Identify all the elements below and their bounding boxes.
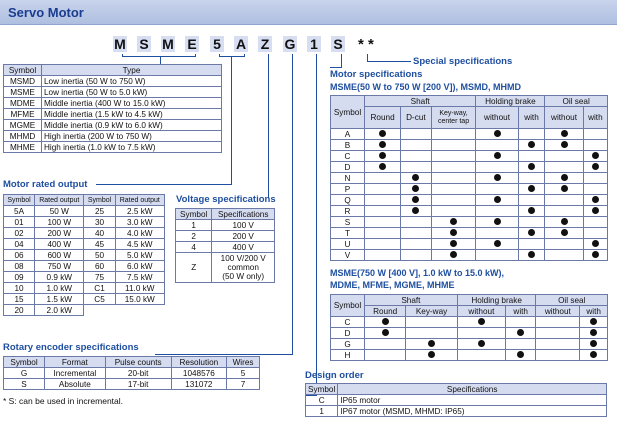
spec-cell	[583, 162, 607, 173]
bullet-icon	[592, 251, 599, 258]
spec-cell	[580, 350, 608, 361]
rated-output-table	[3, 194, 165, 316]
bullet-icon	[450, 251, 457, 258]
table-row	[331, 184, 608, 195]
bullet-icon	[528, 141, 535, 148]
col-header: Symbol	[331, 295, 365, 317]
spec-cell	[476, 217, 518, 228]
bullet-icon	[561, 130, 568, 137]
spec-cell	[518, 250, 545, 261]
bullet-icon	[528, 251, 535, 258]
page-title: Servo Motor	[8, 5, 84, 20]
table-row: 1 100 V	[176, 220, 275, 231]
table-row	[331, 206, 608, 217]
table-row	[331, 162, 608, 173]
col-header: Symbol	[176, 209, 212, 220]
spec-cell	[536, 339, 580, 350]
spec-cell	[518, 195, 545, 206]
spec-cell	[545, 184, 583, 195]
table-row	[331, 339, 608, 350]
design-order-title: Design order	[305, 370, 364, 381]
spec-cell	[518, 129, 545, 140]
spec-cell	[545, 206, 583, 217]
spec-cell	[545, 217, 583, 228]
connector-line	[268, 54, 269, 198]
spec-cell	[431, 228, 476, 239]
row-symbol: Q	[331, 195, 365, 206]
spec-cell	[536, 328, 580, 339]
spec-cell	[401, 195, 431, 206]
spec-cell	[476, 173, 518, 184]
motor-spec-subtitle: MSME(50 W to 750 W [200 V]), MSMD, MHMD	[330, 82, 522, 92]
col-header: Oil seal	[545, 96, 608, 107]
spec-cell	[365, 328, 406, 339]
spec-cell	[431, 239, 476, 250]
table-row: 06 600 W 50 5.0 kW	[4, 250, 165, 261]
spec-cell	[545, 173, 583, 184]
spec-cell	[476, 195, 518, 206]
row-symbol: R	[331, 206, 365, 217]
encoder-title: Rotary encoder specifications	[3, 342, 139, 353]
bullet-icon	[412, 185, 419, 192]
table-row	[331, 350, 608, 361]
bullet-icon	[592, 163, 599, 170]
code-char: S	[137, 36, 151, 52]
code-char: S	[331, 36, 345, 52]
spec-cell	[365, 140, 401, 151]
spec-cell	[406, 350, 458, 361]
table-row: S Absolute 17-bit 131072 7	[4, 379, 260, 390]
spec-cell	[518, 140, 545, 151]
table-row	[331, 129, 608, 140]
bullet-icon	[478, 340, 485, 347]
bullet-icon	[590, 340, 597, 347]
connector-line	[155, 354, 293, 355]
connector-line	[330, 67, 342, 68]
bullet-icon	[428, 340, 435, 347]
motor-spec-subtitle-2b: MDME, MFME, MGME, MHME	[330, 280, 455, 290]
bullet-icon	[494, 130, 501, 137]
rated-output-title: Motor rated output	[3, 179, 88, 190]
bullet-icon	[379, 130, 386, 137]
col-header: Resolution	[171, 357, 226, 368]
bullet-icon	[494, 174, 501, 181]
col-header: without	[536, 306, 580, 317]
bullet-icon	[517, 351, 524, 358]
col-header: with	[583, 107, 607, 129]
bullet-icon	[494, 152, 501, 159]
encoder-footnote: * S: can be used in incremental.	[3, 396, 124, 406]
col-header: Symbol	[306, 384, 338, 395]
spec-cell	[457, 328, 505, 339]
spec-cell	[431, 173, 476, 184]
code-char: E	[185, 36, 199, 52]
spec-cell	[518, 162, 545, 173]
spec-cell	[545, 140, 583, 151]
table-row: C IP65 motor	[306, 395, 607, 406]
table-row: 09 0.9 kW 75 7.5 kW	[4, 272, 165, 283]
spec-cell	[365, 317, 406, 328]
col-header: with	[580, 306, 608, 317]
motor-spec-subtitle-2a: MSME(750 W [400 V], 1.0 kW to 15.0 kW),	[330, 268, 505, 278]
bullet-icon	[494, 218, 501, 225]
col-header: Shaft	[365, 295, 458, 306]
row-symbol: H	[331, 350, 365, 361]
table-row	[331, 140, 608, 151]
spec-cell	[365, 228, 401, 239]
table-row: 5A 50 W 25 2.5 kW	[4, 206, 165, 217]
design-order-table	[305, 383, 607, 417]
code-char: M	[162, 36, 174, 52]
col-header: Round	[365, 306, 406, 317]
row-symbol: G	[331, 339, 365, 350]
spec-cell	[545, 151, 583, 162]
spec-cell	[518, 206, 545, 217]
bullet-icon	[590, 329, 597, 336]
motor-spec-table-1	[330, 95, 608, 261]
spec-cell	[401, 140, 431, 151]
table-row: Z 100 V/200 V common (50 W only)	[176, 253, 275, 283]
spec-cell	[505, 328, 535, 339]
table-row: 02 200 W 40 4.0 kW	[4, 228, 165, 239]
connector-line	[316, 54, 317, 396]
spec-cell	[580, 317, 608, 328]
col-header: Pulse counts	[105, 357, 171, 368]
spec-cell	[406, 339, 458, 350]
bullet-icon	[528, 207, 535, 214]
bullet-icon	[561, 229, 568, 236]
spec-cell	[583, 151, 607, 162]
spec-cell	[365, 162, 401, 173]
bullet-icon	[561, 218, 568, 225]
spec-cell	[431, 250, 476, 261]
bullet-icon	[412, 196, 419, 203]
bullet-icon	[412, 174, 419, 181]
code-char: Z	[258, 36, 272, 52]
spec-cell	[406, 317, 458, 328]
table-row	[331, 195, 608, 206]
connector-line	[341, 54, 342, 68]
voltage-title: Voltage specifications	[176, 194, 276, 205]
spec-cell	[536, 350, 580, 361]
spec-cell	[545, 239, 583, 250]
spec-cell	[401, 250, 431, 261]
bullet-icon	[592, 196, 599, 203]
connector-line	[122, 56, 196, 57]
spec-cell	[365, 195, 401, 206]
spec-cell	[457, 350, 505, 361]
row-symbol: A	[331, 129, 365, 140]
connector-line	[160, 56, 161, 64]
spec-cell	[476, 206, 518, 217]
bullet-icon	[528, 185, 535, 192]
connector-line	[292, 54, 293, 355]
col-header: Symbol	[4, 357, 45, 368]
table-row: MSMD Low inertia (50 W to 750 W)	[4, 76, 222, 87]
col-header: Symbol	[84, 195, 115, 206]
code-char: A	[235, 36, 247, 52]
spec-cell	[401, 184, 431, 195]
bullet-icon	[592, 240, 599, 247]
spec-cell	[431, 129, 476, 140]
bullet-icon	[494, 196, 501, 203]
bullet-icon	[590, 351, 597, 358]
row-symbol: N	[331, 173, 365, 184]
spec-cell	[401, 173, 431, 184]
spec-cell	[583, 250, 607, 261]
title-bar	[0, 0, 617, 25]
col-header: Specifications	[212, 209, 275, 220]
spec-cell	[545, 195, 583, 206]
spec-cell	[545, 162, 583, 173]
spec-cell	[401, 129, 431, 140]
bullet-icon	[428, 351, 435, 358]
spec-cell	[431, 217, 476, 228]
code-char: 5	[210, 36, 224, 52]
row-symbol: S	[331, 217, 365, 228]
spec-cell	[518, 217, 545, 228]
spec-cell	[583, 217, 607, 228]
col-header: Rated output	[115, 195, 164, 206]
row-symbol: B	[331, 140, 365, 151]
bullet-icon	[382, 318, 389, 325]
code-char: M	[114, 36, 126, 52]
spec-cell	[476, 184, 518, 195]
spec-cell	[545, 250, 583, 261]
spec-cell	[457, 317, 505, 328]
spec-cell	[401, 162, 431, 173]
connector-line	[367, 61, 411, 62]
bullet-icon	[592, 152, 599, 159]
spec-cell	[505, 350, 535, 361]
bullet-icon	[561, 141, 568, 148]
table-row: MGME Middle inertia (0.9 kW to 6.0 kW)	[4, 120, 222, 131]
spec-cell	[580, 339, 608, 350]
bullet-icon	[528, 163, 535, 170]
spec-cell	[583, 129, 607, 140]
col-header: Holding brake	[476, 96, 545, 107]
table-row	[331, 239, 608, 250]
spec-cell	[476, 250, 518, 261]
spec-cell	[365, 184, 401, 195]
row-symbol: V	[331, 250, 365, 261]
spec-cell	[365, 173, 401, 184]
table-row	[331, 228, 608, 239]
row-symbol: D	[331, 328, 365, 339]
table-row: 2 200 V	[176, 231, 275, 242]
spec-cell	[401, 239, 431, 250]
spec-cell	[365, 239, 401, 250]
table-row: 01 100 W 30 3.0 kW	[4, 217, 165, 228]
spec-cell	[401, 151, 431, 162]
bullet-icon	[561, 174, 568, 181]
bullet-icon	[412, 207, 419, 214]
table-row: MDME Middle inertia (400 W to 15.0 kW)	[4, 98, 222, 109]
row-symbol: P	[331, 184, 365, 195]
table-row: 08 750 W 60 6.0 kW	[4, 261, 165, 272]
table-row: MFME Middle inertia (1.5 kW to 4.5 kW)	[4, 109, 222, 120]
spec-cell	[365, 250, 401, 261]
col-header: with	[505, 306, 535, 317]
table-row: 04 400 W 45 4.5 kW	[4, 239, 165, 250]
bullet-icon	[592, 207, 599, 214]
spec-cell	[431, 195, 476, 206]
table-row: MHMD High inertia (200 W to 750 W)	[4, 131, 222, 142]
spec-cell	[545, 129, 583, 140]
col-header: Specifications	[338, 384, 607, 395]
spec-cell	[365, 217, 401, 228]
bullet-icon	[561, 185, 568, 192]
motor-spec-table-2	[330, 294, 608, 361]
spec-cell	[401, 217, 431, 228]
spec-cell	[365, 339, 406, 350]
table-row: 4 400 V	[176, 242, 275, 253]
col-header: Shaft	[365, 96, 476, 107]
spec-cell	[401, 228, 431, 239]
spec-cell	[536, 317, 580, 328]
symbol-type-table	[3, 64, 222, 153]
col-header: Key-way	[406, 306, 458, 317]
encoder-table	[3, 356, 260, 390]
bullet-icon	[528, 229, 535, 236]
code-char: 1	[307, 36, 321, 52]
table-row: 10 1.0 kW C1 11.0 kW	[4, 283, 165, 294]
spec-cell	[505, 317, 535, 328]
table-row	[331, 328, 608, 339]
table-row	[331, 317, 608, 328]
bullet-icon	[450, 229, 457, 236]
table-row	[331, 250, 608, 261]
spec-cell	[518, 173, 545, 184]
spec-cell	[580, 328, 608, 339]
bullet-icon	[379, 163, 386, 170]
bullet-icon	[382, 329, 389, 336]
spec-cell	[476, 140, 518, 151]
table-row	[331, 173, 608, 184]
spec-cell	[431, 151, 476, 162]
table-row: MSME Low inertia (50 W to 5.0 kW)	[4, 87, 222, 98]
spec-cell	[583, 206, 607, 217]
spec-cell	[365, 129, 401, 140]
row-symbol: C	[331, 317, 365, 328]
spec-cell	[518, 228, 545, 239]
table-row	[331, 217, 608, 228]
col-header: D-cut	[401, 107, 431, 129]
col-header: Key-way, center tap	[431, 107, 476, 129]
spec-cell	[365, 206, 401, 217]
spec-cell	[583, 184, 607, 195]
spec-cell	[583, 195, 607, 206]
col-header: Symbol	[331, 96, 365, 129]
connector-line	[231, 56, 232, 185]
spec-cell	[431, 206, 476, 217]
table-row: 15 1.5 kW C5 15.0 kW	[4, 294, 165, 305]
spec-cell	[476, 129, 518, 140]
col-header: Format	[45, 357, 106, 368]
special-spec-label: Special specifications	[413, 56, 513, 67]
bullet-icon	[450, 218, 457, 225]
spec-cell	[518, 151, 545, 162]
col-header: Wires	[227, 357, 260, 368]
spec-cell	[401, 206, 431, 217]
bullet-icon	[379, 141, 386, 148]
row-symbol: C	[331, 151, 365, 162]
col-header: without	[545, 107, 583, 129]
row-symbol: T	[331, 228, 365, 239]
table-row: MHME High inertia (1.0 kW to 7.5 kW)	[4, 142, 222, 153]
code-char: G	[284, 36, 296, 52]
connector-line	[96, 184, 232, 185]
row-symbol: D	[331, 162, 365, 173]
table-row: G Incremental 20-bit 1048576 5	[4, 368, 260, 379]
spec-cell	[365, 151, 401, 162]
spec-cell	[406, 328, 458, 339]
bullet-icon	[450, 240, 457, 247]
spec-cell	[476, 162, 518, 173]
spec-cell	[583, 239, 607, 250]
table-row: 1 IP67 motor (MSMD, MHMD: IP65)	[306, 406, 607, 417]
spec-cell	[505, 339, 535, 350]
bullet-icon	[494, 240, 501, 247]
col-header: with	[518, 107, 545, 129]
spec-cell	[365, 350, 406, 361]
bullet-icon	[517, 329, 524, 336]
spec-cell	[476, 151, 518, 162]
motor-spec-title: Motor specifications	[330, 69, 423, 80]
code-stars: * *	[358, 36, 374, 53]
col-header: Symbol	[4, 65, 42, 76]
spec-cell	[476, 239, 518, 250]
spec-cell	[431, 140, 476, 151]
spec-cell	[583, 228, 607, 239]
voltage-table	[175, 208, 275, 283]
col-header: without	[476, 107, 518, 129]
spec-cell	[476, 228, 518, 239]
bullet-icon	[478, 318, 485, 325]
col-header: Rated output	[35, 195, 84, 206]
table-row: 20 2.0 kW	[4, 305, 165, 316]
spec-cell	[583, 173, 607, 184]
spec-cell	[518, 184, 545, 195]
spec-cell	[583, 140, 607, 151]
spec-cell	[431, 184, 476, 195]
row-symbol: U	[331, 239, 365, 250]
spec-cell	[518, 239, 545, 250]
table-row	[331, 151, 608, 162]
col-header: Symbol	[4, 195, 35, 206]
spec-cell	[431, 162, 476, 173]
connector-line	[219, 56, 245, 57]
spec-cell	[457, 339, 505, 350]
col-header: Round	[365, 107, 401, 129]
col-header: Type	[42, 65, 222, 76]
bullet-icon	[379, 152, 386, 159]
spec-cell	[545, 228, 583, 239]
col-header: Holding brake	[457, 295, 536, 306]
col-header: Oil seal	[536, 295, 608, 306]
bullet-icon	[590, 318, 597, 325]
col-header: without	[457, 306, 505, 317]
